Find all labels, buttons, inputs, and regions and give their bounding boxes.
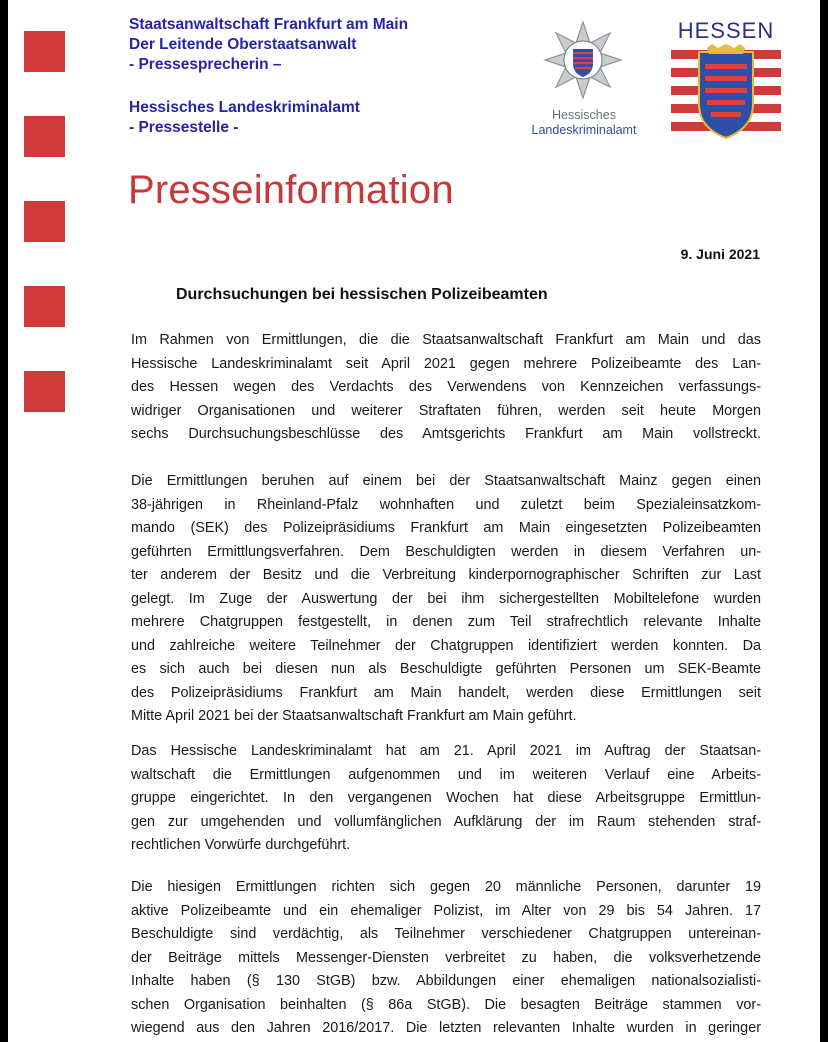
text-line: ter anderem der Besitz und die Verbreitung kinderpornographischer Schriften zur Last <box>131 567 761 583</box>
text-line: es sich auch bei diesen nun als Beschuldigte geführten Personen um SEK-Beamte <box>131 661 761 677</box>
margin-square <box>24 201 65 242</box>
text-line: gruppe eingerichtet. In den vergangenen Wochen hat diese Arbeitsgruppe Ermittlun- <box>131 790 761 806</box>
text-line: Im Rahmen von Ermittlungen, die die Staatsanwaltschaft Frankfurt am Main und das <box>131 332 761 348</box>
text-line: geführten Ermittlungsverfahren. Dem Beschuldigten werden in diesem Verfahren un- <box>131 543 761 560</box>
police-logo-line1: Hessisches <box>552 108 616 122</box>
sender-line: - Pressesprecherin – <box>129 56 282 73</box>
text-line: Hessische Landeskriminalamt seit April 2021 gegen mehrere Polizeibeamte des Lan- <box>131 355 761 372</box>
sender-block-lka <box>129 98 360 138</box>
text-line: Die hiesigen Ermittlungen richten sich gegen 20 männliche Personen, darunter 19 <box>131 879 761 895</box>
text-line: rechtlichen Vorwürfe durchgeführt. <box>131 837 351 853</box>
text-line: gelegt. Im Zuge der Auswertung der bei ihm sichergestellten Mobiltelefone wurden <box>131 590 761 607</box>
text-line: Die Ermittlungen beruhen auf einem bei der Staatsanwaltschaft Mainz gegen einen <box>131 473 761 489</box>
margin-square <box>24 371 65 412</box>
sender-line: Der Leitende Oberstaatsanwalt <box>129 36 357 53</box>
police-logo <box>521 10 646 143</box>
margin-square <box>24 286 65 327</box>
paragraph-4 <box>131 876 761 1041</box>
police-star-icon <box>521 10 646 138</box>
text-line: aktive Polizeibeamte und ein ehemaliger Polizist, im Alter von 29 bis 54 Jahren. 17 <box>131 902 761 919</box>
text-line: schen Organisation beinhalten (§ 86a StGB). Die besagten Beiträge stammen vor- <box>131 996 761 1013</box>
text-line: widriger Organisationen und weiterer Straftaten führen, werden seit heute Morgen <box>131 402 761 419</box>
document-page <box>8 0 820 1042</box>
paragraph-1 <box>131 329 761 447</box>
document-title: Presseinformation <box>128 168 454 212</box>
text-line: 38-jährigen in Rheinland-Pfalz wohnhaften und zuletzt beim Spezialeinsatzkom- <box>131 496 761 513</box>
sender-line: - Pressestelle - <box>129 119 239 136</box>
sender-block-prosecutor <box>129 15 408 75</box>
document-date: 9. Juni 2021 <box>680 246 760 262</box>
hessen-coat-of-arms-icon <box>671 44 781 140</box>
text-line: Das Hessische Landeskriminalamt hat am 21. April 2021 im Auftrag der Staatsan- <box>131 743 761 759</box>
text-line: der Beiträge mittels Messenger-Diensten verbreitet zu haben, die volksverhetzende <box>131 949 761 966</box>
text-line: mando (SEK) des Polizeipräsidiums Frankfurt am Main eingesetzten Polizeibeamten <box>131 520 761 536</box>
police-logo-line2: Landeskriminalamt <box>531 123 637 137</box>
text-line: mehrere Chatgruppen festgestellt, in denen zum Teil strafrechtlich relevante Inhalte <box>131 614 761 630</box>
hessen-wordmark: HESSEN <box>677 18 775 43</box>
paragraph-3 <box>131 740 761 858</box>
margin-square <box>24 116 65 157</box>
document-subject: Durchsuchungen bei hessischen Polizeibeamten <box>176 286 548 303</box>
paragraph-2 <box>131 470 761 729</box>
text-line: des Hessen wegen des Verdachts des Verwendens von Kennzeichen verfassungs- <box>131 379 761 395</box>
text-line: wiegend aus den Jahren 2016/2017. Die letzten relevanten Inhalte wurden in geringer <box>131 1020 761 1036</box>
text-line: waltschaft die Ermittlungen aufgenommen und im weiteren Verlauf eine Arbeits- <box>131 766 761 783</box>
text-line: Beschuldigte sind verdächtig, als Teilnehmer verschiedener Chatgruppen untereinan- <box>131 926 761 942</box>
text-line: Mitte April 2021 bei der Staatsanwaltschaft Frankfurt am Main geführt. <box>131 708 577 724</box>
sender-line: Hessisches Landeskriminalamt <box>129 99 360 116</box>
hessen-logo <box>671 18 781 145</box>
sender-line: Staatsanwaltschaft Frankfurt am Main <box>129 16 409 33</box>
text-line: des Polizeipräsidiums Frankfurt am Main handelt, werden diese Ermittlungen seit <box>131 684 761 701</box>
text-line: und zahlreiche weitere Teilnehmer der Chatgruppen identifiziert werden konnten. Da <box>131 637 761 654</box>
text-line: sechs Durchsuchungsbeschlüsse des Amtsgerichts Frankfurt am Main vollstreckt. <box>131 426 761 442</box>
margin-square <box>24 31 65 72</box>
text-line: gen zur umgehenden und vollumfänglichen Aufklärung der im Raum stehenden straf- <box>131 813 761 830</box>
text-line: Inhalte haben (§ 130 StGB) bzw. Abbildungen einer ehemaligen nationalsozialisti- <box>131 973 761 989</box>
